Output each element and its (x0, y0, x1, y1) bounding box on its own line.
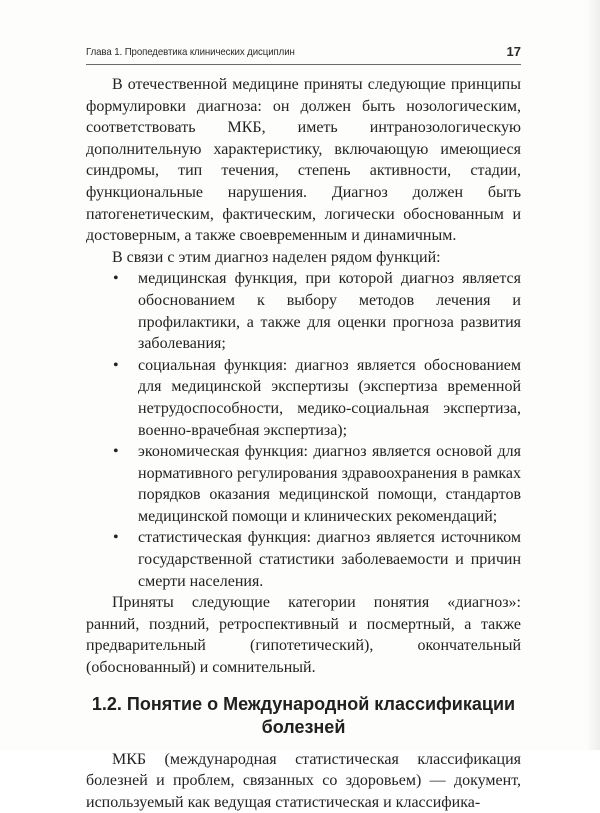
bullet-icon: • (113, 529, 119, 547)
paragraph-icd-definition: МКБ (международная статистическая классификация болезней и проблем, связанных со здоровьем) — документ, используемый как ведущая статистическая и классифика- (86, 750, 521, 811)
list-item (86, 527, 521, 592)
page-header (86, 44, 521, 62)
bullet-icon: • (113, 356, 119, 374)
header-rule (86, 64, 521, 65)
list-item-text: социальная функция: диагноз является обоснованием для медицинской экспертизы (экспертиза временной нетрудоспособности, медико-социальная экспертиза, военно-врачебная экспертиза); (138, 356, 521, 439)
section-heading: 1.2. Понятие о Международной классификации болезней (91, 693, 516, 737)
paragraph-diagnosis-principles: В отечественной медицине приняты следующие принципы формулировки диагноза: он должен быть нозологическим, соответствовать МКБ, иметь интранозологическую дополнительную характеристику, включающую имеющиеся синдромы, тип течения, степень активности, стадии, функциональные нарушения. Диагноз должен быть патогенетическим, фактическим, логически обоснованным и достоверным, а также своевременным и динамичным. (86, 76, 521, 245)
page-edge-shadow (586, 0, 600, 750)
page-number: 17 (506, 44, 521, 59)
list-item (86, 268, 521, 354)
list-item (86, 441, 521, 527)
list-item-text: статистическая функция: диагноз является источником государственной статистики заболеваемости и причин смерти населения. (138, 529, 521, 590)
paragraph-functions-intro: В связи с этим диагноз наделен рядом функций: (112, 248, 441, 266)
list-item-text: медицинская функция, при которой диагноз является обоснованием к выбору методов лечения и профилактики, а также для оценки прогноза развития заболевания; (138, 270, 521, 353)
running-head: Глава 1. Пропедевтика клинических дисциплин (86, 46, 295, 58)
paragraph-diagnosis-categories: Приняты следующие категории понятия «диагноз»: ранний, поздний, ретроспективный и посмертный, а также предварительный (гипотетический), окончательный (обоснованный) и сомнительный. (86, 594, 521, 677)
list-item-text: экономическая функция: диагноз является основой для нормативного регулирования здравоохранения в рамках порядков оказания медицинской помощи, стандартов медицинской помощи и клинических рекомендаций; (138, 443, 521, 525)
bullet-icon: • (113, 443, 119, 461)
functions-list (86, 268, 521, 592)
list-item (86, 355, 521, 441)
bullet-icon: • (113, 270, 119, 288)
page-body (86, 74, 521, 813)
